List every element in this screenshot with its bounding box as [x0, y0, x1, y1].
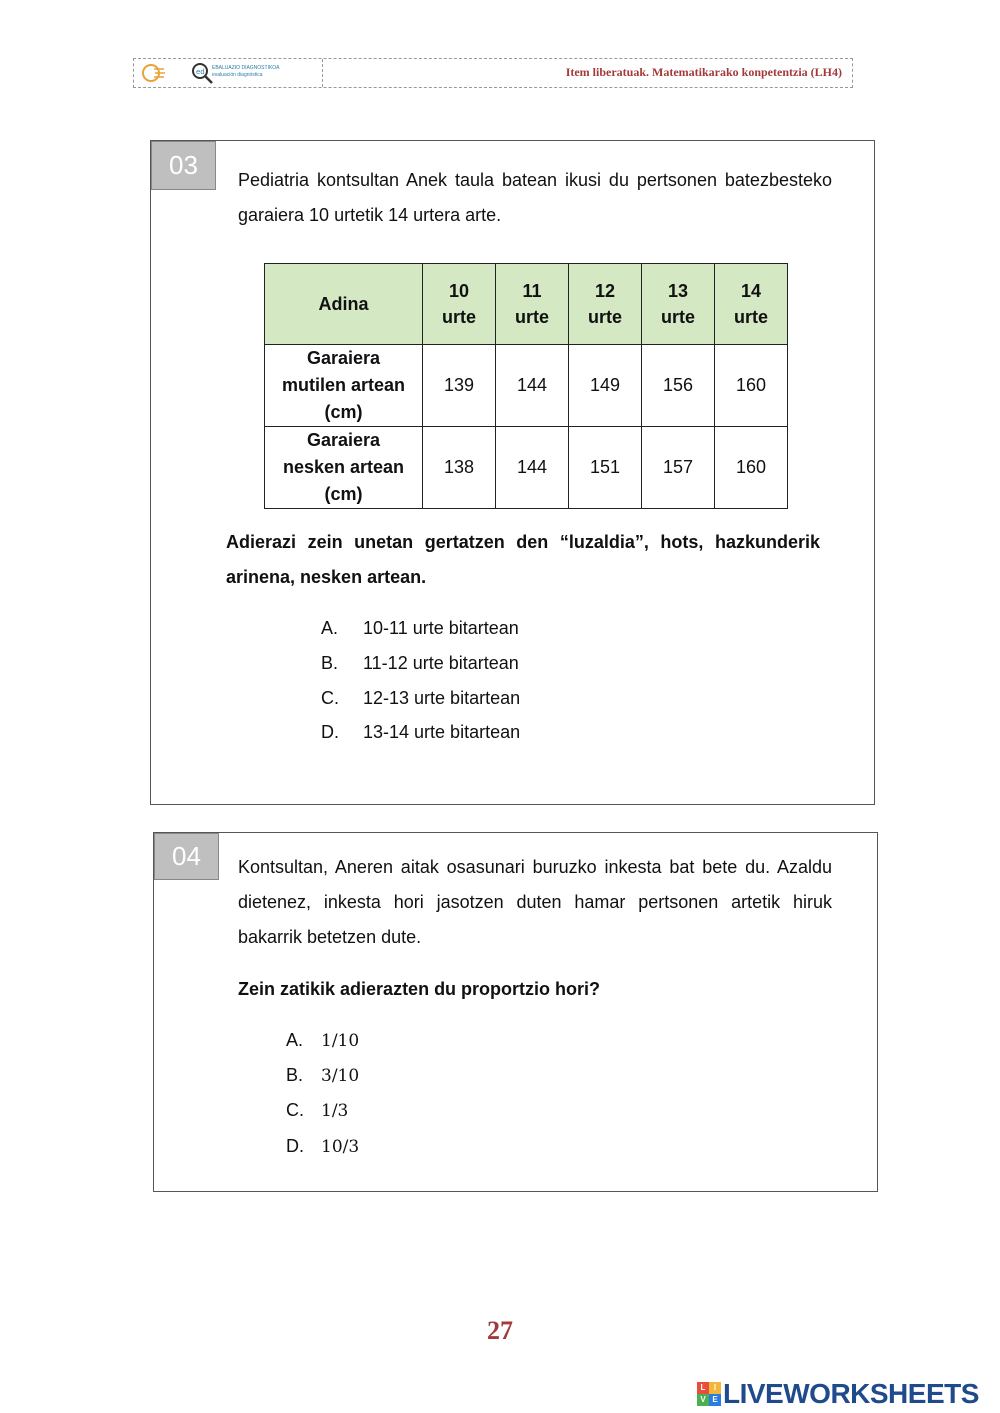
table-header-age-14: [715, 264, 788, 345]
option-fraction: 1/3: [321, 1101, 349, 1121]
table-cell: 156: [642, 345, 715, 427]
table-header-row: [265, 264, 788, 345]
logo-caption: [212, 65, 280, 79]
option-letter: B.: [286, 1065, 304, 1085]
logo-caption-line2: evaluación diagnóstica: [212, 72, 263, 78]
age-num: 12: [594, 281, 616, 301]
age-unit: urte: [514, 307, 549, 327]
table-header-age-10: [423, 264, 496, 345]
header-title: Item liberatuak. Matematikarako konpetentzia (LH4): [565, 65, 842, 79]
option-letter: D.: [286, 1136, 304, 1156]
question-03-number: 03: [151, 141, 216, 190]
page-number: 27: [487, 1316, 513, 1345]
table-header-age-11: [496, 264, 569, 345]
q04-option-a[interactable]: [286, 1030, 359, 1051]
row-label-line: Garaiera: [306, 348, 381, 368]
age-unit: urte: [733, 307, 768, 327]
header-logos: [134, 59, 323, 87]
table-row-boys: [265, 345, 788, 427]
option-fraction: 1/10: [321, 1031, 360, 1051]
institute-logo-icon: [140, 62, 166, 84]
logo-letter: I: [709, 1382, 721, 1394]
logo-letter: L: [697, 1382, 709, 1394]
q04-option-b[interactable]: [286, 1065, 359, 1086]
age-num: 11: [522, 281, 542, 301]
option-letter: A.: [321, 618, 339, 638]
table-cell: 144: [496, 345, 569, 427]
row-label-line: (cm): [324, 484, 363, 504]
age-num: 14: [740, 281, 762, 301]
question-03-prompt: Adierazi zein unetan gertatzen den “luzaldia”, hots, hazkunderik arinena, nesken artean.: [226, 532, 820, 587]
row-label-line: mutilen artean: [281, 375, 406, 395]
svg-text:ed: ed: [196, 68, 205, 76]
liveworksheets-logo-icon: [697, 1382, 721, 1406]
age-num: 13: [667, 281, 689, 301]
q03-option-d[interactable]: [321, 722, 520, 743]
row-label-line: nesken artean: [282, 457, 405, 477]
option-fraction: 10/3: [321, 1137, 360, 1157]
option-text: 12-13 urte bitartean: [363, 688, 521, 708]
table-cell: 144: [496, 427, 569, 509]
table-header-age-12: [569, 264, 642, 345]
liveworksheets-text: LIVEWORKSHEETS: [723, 1378, 979, 1409]
q03-option-c[interactable]: [321, 688, 520, 709]
option-letter: C.: [321, 688, 339, 708]
question-03-intro: Pediatria kontsultan Anek taula batean ikusi du pertsonen batezbesteko garaiera 10 urtetik 14 urtera arte.: [238, 170, 832, 225]
row-label-boys: [265, 345, 423, 427]
option-letter: B.: [321, 653, 339, 673]
option-text: 11-12 urte bitartean: [363, 653, 519, 673]
question-04-number: 04: [154, 833, 219, 880]
magnifier-logo-icon: [190, 62, 214, 84]
option-text: 10-11 urte bitartean: [363, 618, 519, 638]
option-letter: A.: [286, 1030, 304, 1050]
table-header-age-13: [642, 264, 715, 345]
age-unit: urte: [660, 307, 695, 327]
option-letter: C.: [286, 1100, 304, 1120]
liveworksheets-watermark: [697, 1378, 979, 1410]
row-label-girls: [265, 427, 423, 509]
q03-option-a[interactable]: [321, 618, 519, 639]
table-header-age: Adina: [265, 264, 423, 345]
option-fraction: 3/10: [321, 1066, 360, 1086]
age-unit: urte: [441, 307, 476, 327]
q03-option-b[interactable]: [321, 653, 519, 674]
row-label-line: (cm): [324, 402, 363, 422]
question-04-intro: Kontsultan, Aneren aitak osasunari buruzko inkesta bat bete du. Azaldu dietenez, inkesta hori jasotzen duten hamar pertsonen artetik hiruk bakarrik betetzen dute.: [238, 857, 832, 947]
logo-letter: E: [709, 1394, 721, 1406]
option-text: 13-14 urte bitartean: [363, 722, 521, 742]
table-row-girls: [265, 427, 788, 509]
age-unit: urte: [587, 307, 622, 327]
table-cell: 139: [423, 345, 496, 427]
logo-letter: V: [697, 1394, 709, 1406]
table-cell: 151: [569, 427, 642, 509]
question-04-prompt: Zein zatikik adierazten du proportzio hori?: [238, 979, 601, 999]
option-letter: D.: [321, 722, 339, 742]
heights-table: [264, 263, 788, 509]
age-num: 10: [448, 281, 470, 301]
table-cell: 160: [715, 427, 788, 509]
logo-caption-line1: EBALUAZIO DIAGNOSTIKOA: [212, 65, 280, 71]
table-cell: 160: [715, 345, 788, 427]
table-cell: 149: [569, 345, 642, 427]
table-cell: 157: [642, 427, 715, 509]
q04-option-d[interactable]: [286, 1136, 359, 1157]
page-header: [133, 58, 853, 88]
row-label-line: Garaiera: [306, 430, 381, 450]
table-cell: 138: [423, 427, 496, 509]
q04-option-c[interactable]: [286, 1100, 348, 1121]
